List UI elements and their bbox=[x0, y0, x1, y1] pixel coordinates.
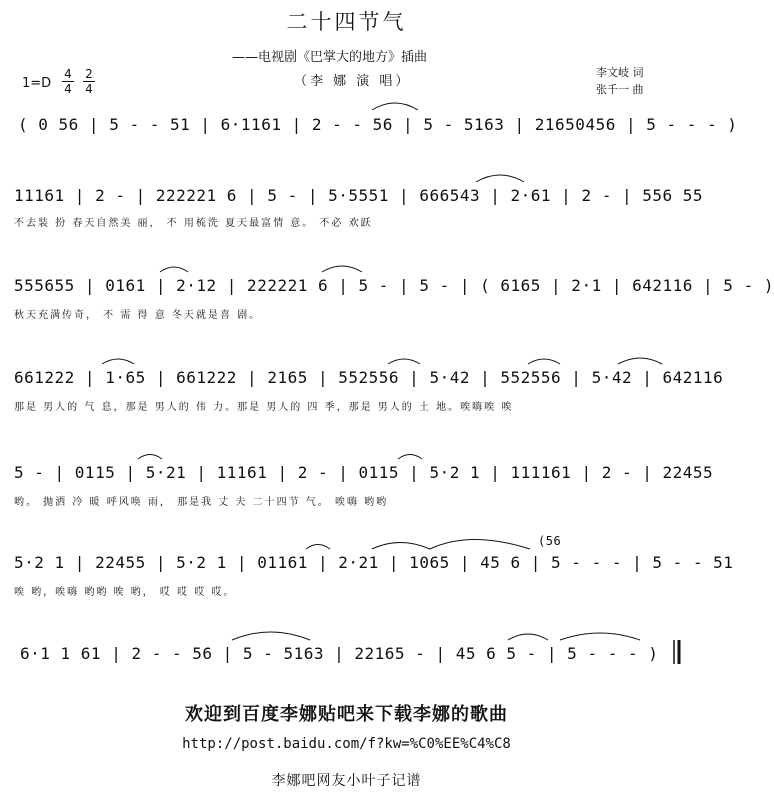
slur bbox=[398, 455, 422, 460]
singer: （李 娜 演 唱） bbox=[294, 74, 412, 89]
score-line-7: 6·1 1 61 | 2 - - 56 | 5 - 5163 | 22165 - | 45 6 5 - | 5 - - - ) bbox=[20, 644, 659, 663]
slur bbox=[430, 540, 530, 550]
lyrics-line-4: 那是 男人的 气 息，那是 男人的 伟 力。那是 男人的 四 季，那是 男人的 土 地。唉嗨唉 唉 bbox=[14, 402, 514, 413]
footer-main: 欢迎到百度李娜贴吧来下载李娜的歌曲 bbox=[185, 704, 508, 725]
lyrics-line-5: 哟。 抛洒 冷 暖 呼风唤 雨， 那是我 丈 夫 二十四节 气。 唉嗨 哟哟 bbox=[14, 497, 389, 508]
slur bbox=[372, 543, 430, 550]
slur bbox=[528, 359, 560, 364]
time-signature-2-num: 2 bbox=[85, 67, 93, 81]
slur bbox=[306, 545, 330, 550]
slur bbox=[508, 634, 548, 640]
subtitle: ——电视剧《巴掌大的地方》插曲 bbox=[232, 50, 428, 65]
slur bbox=[560, 633, 640, 640]
time-signature-2-den: 4 bbox=[85, 82, 93, 96]
slur bbox=[232, 632, 310, 640]
slur bbox=[372, 103, 418, 110]
page-title: 二十四节气 bbox=[286, 10, 407, 34]
grace-notes: (56 bbox=[538, 534, 562, 548]
lyrics-line-6: 唉 哟，唉嗨 哟哟 唉 哟， 哎 哎 哎 哎。 bbox=[14, 587, 236, 598]
score-line-1: ( 0 56 | 5 - - 51 | 6·1161 | 2 - - 56 | 5 - 5163 | 21650456 | 5 - - - ) bbox=[18, 115, 738, 134]
slur bbox=[322, 266, 362, 272]
lyrics-line-2: 不去装 扮 春天自然美 丽， 不 用梳洗 夏天最富情 意。 不必 欢跃 bbox=[14, 218, 373, 229]
slur bbox=[102, 359, 134, 364]
time-signature-1-num: 4 bbox=[64, 67, 72, 81]
slur bbox=[160, 267, 188, 272]
footer-credit: 李娜吧网友小叶子记谱 bbox=[271, 773, 422, 789]
footer-url[interactable]: http://post.baidu.com/f?kw=%C0%EE%C4%C8 bbox=[182, 736, 511, 752]
slur bbox=[388, 359, 420, 364]
score-line-4: 661222 | 1·65 | 661222 | 2165 | 552556 | 5·42 | 552556 | 5·42 | 642116 bbox=[14, 368, 724, 387]
lyricist: 李文岐 词 bbox=[596, 66, 644, 79]
score-line-6: 5·2 1 | 22455 | 5·2 1 | 01161 | 2·21 | 1065 | 45 6 | 5 - - - | 5 - - 51 bbox=[14, 553, 734, 572]
composer: 张千一 曲 bbox=[596, 83, 644, 96]
slur bbox=[138, 455, 162, 460]
key-signature: 1=D bbox=[22, 76, 52, 91]
score-line-3: 555655 | 0161 | 2·12 | 222221 6 | 5 - | 5 - | ( 6165 | 2·1 | 642116 | 5 - ) bbox=[14, 276, 774, 295]
slur bbox=[618, 358, 662, 364]
lyrics-line-3: 秋天充满传奇， 不 需 得 意 冬天就是喜 剧。 bbox=[14, 310, 262, 321]
score-line-2: 11161 | 2 - | 222221 6 | 5 - | 5·5551 | 666543 | 2·61 | 2 - | 556 55 bbox=[14, 186, 704, 205]
score-line-5: 5 - | 0115 | 5·21 | 11161 | 2 - | 0115 | 5·2 1 | 111161 | 2 - | 22455 bbox=[14, 463, 714, 482]
slur bbox=[476, 175, 524, 182]
time-signature-1-den: 4 bbox=[64, 82, 72, 96]
